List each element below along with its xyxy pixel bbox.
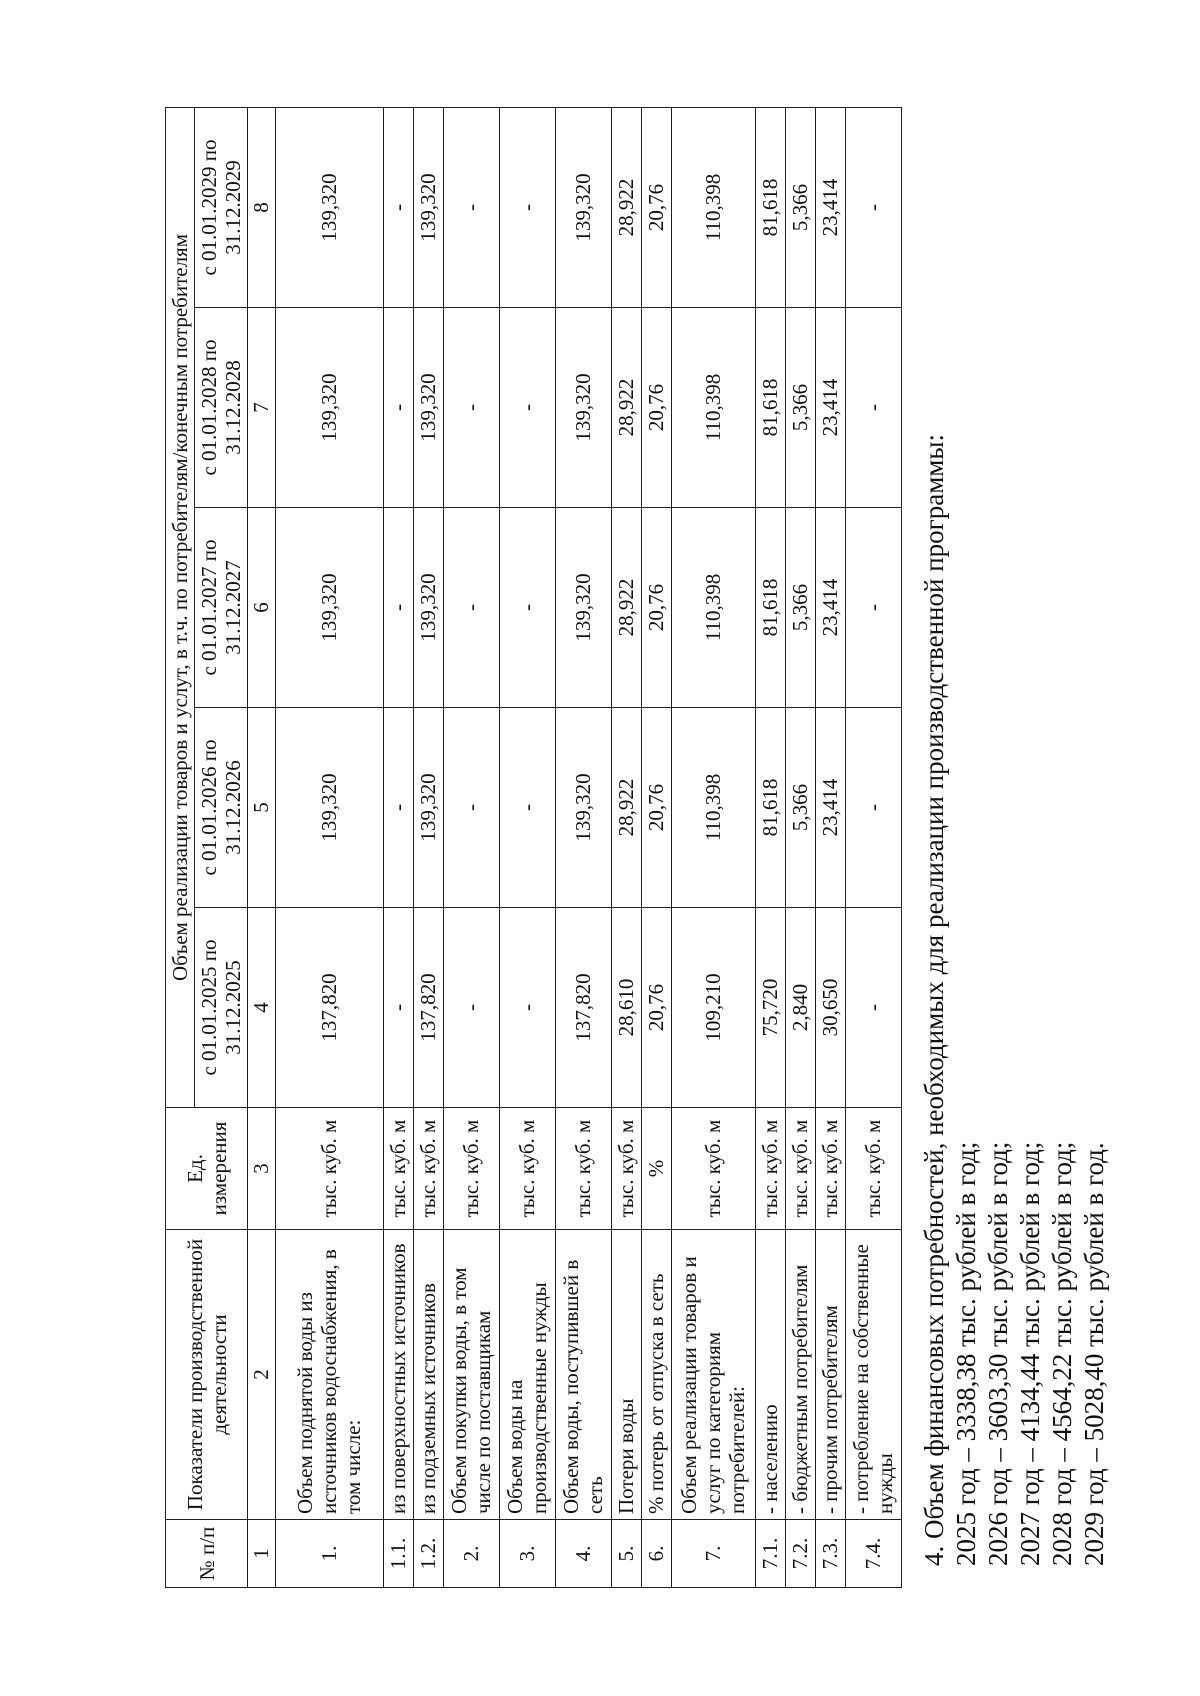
row-number: 7.2. [785,1520,815,1588]
value-cell: 28,922 [611,308,641,508]
table-body [166,107,902,1587]
value-cell: 139,320 [555,107,611,307]
value-cell: 139,320 [413,107,443,307]
table-row [499,107,555,1587]
value-cell: - [499,708,555,908]
indicator-name: Потери воды [611,1230,641,1520]
table-row [413,107,443,1587]
value-cell: 28,922 [611,508,641,708]
value-cell: 30,650 [815,908,845,1108]
value-cell: 75,720 [755,908,785,1108]
value-cell: 81,618 [755,107,785,307]
value-cell: 23,414 [815,107,845,307]
value-cell: 20,76 [641,107,671,307]
indicator-name: Объем поднятой воды из источников водоснабжения, в том числе: [275,1230,383,1520]
value-cell: 23,414 [815,708,845,908]
value-cell: - [383,908,413,1108]
column-number: 7 [248,308,275,508]
unit-cell: тыс. куб. м [383,1108,413,1230]
indicator-name: % потерь от отпуска в сеть [641,1230,671,1520]
unit-cell: тыс. куб. м [845,1108,901,1230]
value-cell: - [845,708,901,908]
table-row [815,107,845,1587]
column-number: 1 [248,1520,275,1588]
row-number: 7. [671,1520,755,1588]
column-number: 3 [248,1108,275,1230]
value-cell: 28,922 [611,708,641,908]
value-cell: 137,820 [413,908,443,1108]
period-header: с 01.01.2028 по 31.12.2028 [195,308,248,508]
value-cell: - [383,508,413,708]
indicator-name: - бюджетным потребителям [785,1230,815,1520]
period-header: с 01.01.2029 по 31.12.2029 [195,107,248,307]
value-cell: 139,320 [413,508,443,708]
value-cell: 110,398 [671,308,755,508]
value-cell: - [443,107,499,307]
rotated-page-content [50,68,1150,1628]
unit-cell: тыс. куб. м [443,1108,499,1230]
column-number: 8 [248,107,275,307]
value-cell: 139,320 [275,708,383,908]
unit-cell: тыс. куб. м [785,1108,815,1230]
table-row [785,107,815,1587]
value-cell: 139,320 [413,308,443,508]
value-cell: 139,320 [275,308,383,508]
production-indicators-table [165,107,902,1588]
row-number: 1. [275,1520,383,1588]
value-cell: 5,366 [785,708,815,908]
column-number: 4 [248,908,275,1108]
column-number: 6 [248,508,275,708]
unit-cell: тыс. куб. м [671,1108,755,1230]
unit-cell: тыс. куб. м [555,1108,611,1230]
indicator-name: Объем воды на производственные нужды [499,1230,555,1520]
value-cell: - [845,107,901,307]
table-row [755,107,785,1587]
value-cell: 23,414 [815,508,845,708]
value-cell: - [499,107,555,307]
unit-cell: % [641,1108,671,1230]
financial-line: 2029 год – 5028,40 тыс. рублей в год. [1079,1142,1109,1566]
indicator-name: - потребление на собственные нужды [845,1230,901,1520]
financial-heading: 4. Объем финансовых потребностей, необходимых для реализации производственной программы: [919,433,949,1566]
table-row [641,107,671,1587]
value-cell: 110,398 [671,107,755,307]
table-row [845,107,901,1587]
value-cell: 137,820 [275,908,383,1108]
value-cell: 139,320 [275,107,383,307]
row-number: 1.2. [413,1520,443,1588]
indicator-name: - населению [755,1230,785,1520]
header-number: № п/п [166,1520,248,1588]
value-cell: 139,320 [275,508,383,708]
value-cell: 81,618 [755,308,785,508]
value-cell: - [499,308,555,508]
indicator-name: Объем воды, поступившей в сеть [555,1230,611,1520]
header-row [166,107,195,1587]
period-header: с 01.01.2025 по 31.12.2025 [195,908,248,1108]
indicator-name: - прочим потребителям [815,1230,845,1520]
value-cell: - [499,508,555,708]
unit-cell: тыс. куб. м [611,1108,641,1230]
header-unit: Ед. измерения [166,1108,248,1230]
value-cell: - [845,908,901,1108]
value-cell: - [383,708,413,908]
row-number: 5. [611,1520,641,1588]
value-cell: 81,618 [755,708,785,908]
value-cell: 5,366 [785,308,815,508]
value-cell: 28,922 [611,107,641,307]
row-number: 4. [555,1520,611,1588]
unit-cell: тыс. куб. м [413,1108,443,1230]
table-row [671,107,755,1587]
table-row [443,107,499,1587]
value-cell: 81,618 [755,508,785,708]
value-cell: 5,366 [785,107,815,307]
value-cell: 20,76 [641,308,671,508]
value-cell: 23,414 [815,308,845,508]
value-cell: - [845,308,901,508]
financial-line: 2027 год – 4134,44 тыс. рублей в год; [1015,1141,1045,1566]
period-header: с 01.01.2026 по 31.12.2026 [195,708,248,908]
column-number: 5 [248,708,275,908]
financial-needs-section [918,434,1110,1566]
value-cell: 139,320 [555,708,611,908]
unit-cell: тыс. куб. м [815,1108,845,1230]
value-cell: - [443,908,499,1108]
row-number: 2. [443,1520,499,1588]
table-row [611,107,641,1587]
value-cell: 139,320 [413,708,443,908]
value-cell: 28,610 [611,908,641,1108]
value-cell: 110,398 [671,708,755,908]
unit-cell: тыс. куб. м [755,1108,785,1230]
table-row [383,107,413,1587]
header-volume-group: Объем реализации товаров и услут, в т.ч. по потребителям/конечным потребителям [166,107,195,1107]
header-indicator: Показатели производственной деятельности [166,1230,248,1520]
indicator-name: из подземных источников [413,1230,443,1520]
value-cell: 109,210 [671,908,755,1108]
value-cell: - [443,308,499,508]
value-cell: - [845,508,901,708]
unit-cell: тыс. куб. м [275,1108,383,1230]
value-cell: 5,366 [785,508,815,708]
financial-line: 2028 год – 4564,22 тыс. рублей в год; [1047,1141,1077,1566]
financial-line: 2026 год – 3603,30 тыс. рублей в год; [983,1141,1013,1566]
row-number: 7.1. [755,1520,785,1588]
value-cell: 137,820 [555,908,611,1108]
value-cell: 20,76 [641,908,671,1108]
value-cell: 20,76 [641,508,671,708]
value-cell: 139,320 [555,508,611,708]
row-number: 7.4. [845,1520,901,1588]
indicator-name: из поверхностных источников [383,1230,413,1520]
value-cell: - [499,908,555,1108]
unit-cell: тыс. куб. м [499,1108,555,1230]
value-cell: 110,398 [671,508,755,708]
value-cell: - [443,708,499,908]
row-number: 3. [499,1520,555,1588]
table-row [555,107,611,1587]
value-cell: 139,320 [555,308,611,508]
row-number: 1.1. [383,1520,413,1588]
value-cell: - [383,308,413,508]
table-row [275,107,383,1587]
indicator-name: Объем покупки воды, в том числе по поставщикам [443,1230,499,1520]
column-number-row [248,107,275,1587]
row-number: 6. [641,1520,671,1588]
row-number: 7.3. [815,1520,845,1588]
financial-line: 2025 год – 3338,38 тыс. рублей в год; [951,1141,981,1566]
column-number: 2 [248,1230,275,1520]
value-cell: - [443,508,499,708]
period-header: с 01.01.2027 по 31.12.2027 [195,508,248,708]
value-cell: 20,76 [641,708,671,908]
value-cell: 2,840 [785,908,815,1108]
indicator-name: Объем реализации товаров и услуг по категориям потребителей: [671,1230,755,1520]
value-cell: - [383,107,413,307]
